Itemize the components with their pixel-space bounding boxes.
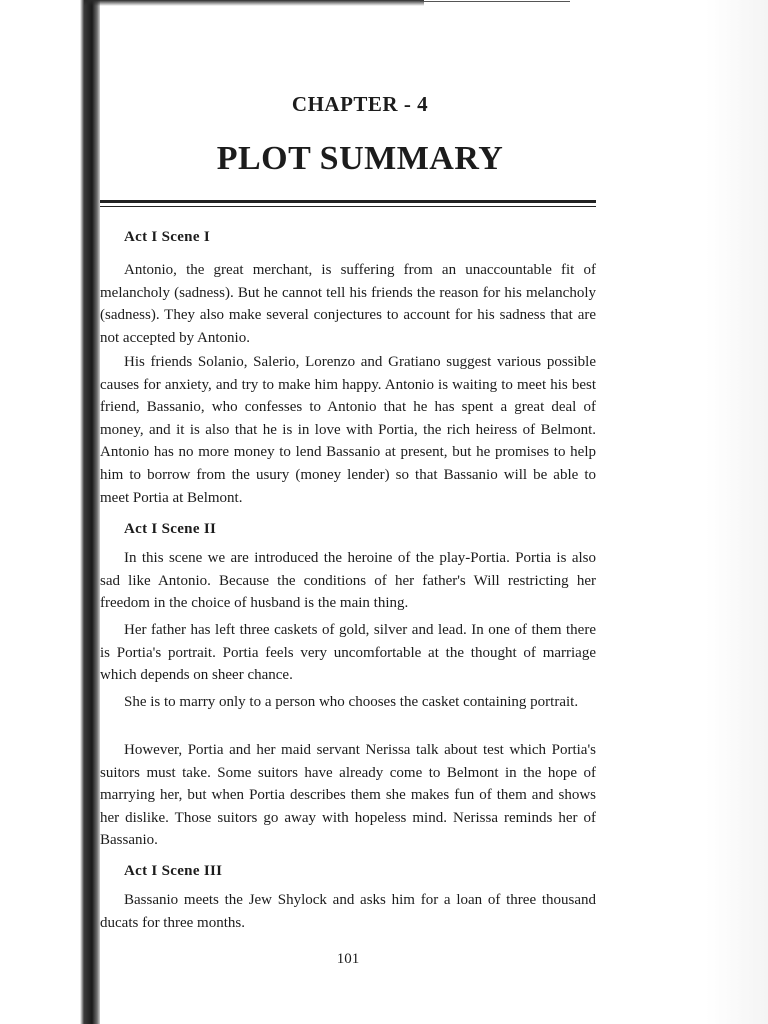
paragraph: Her father has left three caskets of gold, silver and lead. In one of them there is Portia's portrait. Portia feels very uncomfortable at the thought of marriage which depends on sheer chance. [100,622,596,684]
section-heading-act1-scene3: Act I Scene III [124,863,223,879]
page-number: 101 [336,951,360,967]
title-rule-thick [100,200,596,203]
paragraph: His friends Solanio, Salerio, Lorenzo and Gratiano suggest various possible causes for anxiety, and try to make him happy. Antonio is waiting to meet his best friend, Bassanio, who confesses to Antonio that he has spent a great deal of money, and it is also that he is in love with Portia, the rich heiress of Belmont. Antonio has no more money to lend Bassanio at present, but he promises to help him to borrow from the usury (money lender) so that Bassanio will be able to meet Portia at Belmont. [100,354,596,506]
section-heading-act1-scene1: Act I Scene I [124,229,210,245]
book-spine-shadow [0,0,100,1024]
paragraph: Antonio, the great merchant, is suffering from an unaccountable fit of melancholy (sadness). But he cannot tell his friends the reason for his melancholy (sadness). They also make several conjectures to account for his sadness that are not accepted by Antonio. [100,262,596,346]
paragraph: She is to marry only to a person who chooses the casket containing portrait. [124,694,579,710]
chapter-label: CHAPTER - 4 [291,92,429,116]
section-heading-act1-scene2: Act I Scene II [124,521,217,537]
paragraph: In this scene we are introduced the heroine of the play-Portia. Portia is also sad like Antonio. Because the conditions of her father's Will restricting her freedom in the choice of husband is the main thing. [100,550,596,612]
chapter-title: PLOT SUMMARY [216,140,504,177]
page-right-margin [706,0,768,1024]
book-page [100,0,610,1024]
paragraph: Bassanio meets the Jew Shylock and asks him for a loan of three thousand ducats for three months. [100,892,596,931]
title-rule-thin [100,206,596,207]
paragraph: However, Portia and her maid servant Nerissa talk about test which Portia's suitors must take. Some suitors have already come to Belmont in the hope of marrying her, but when Portia describes them she makes fun of them and shows her dislike. Those suitors go away with hopeless mind. Nerissa reminds her of Bassanio. [100,742,596,849]
